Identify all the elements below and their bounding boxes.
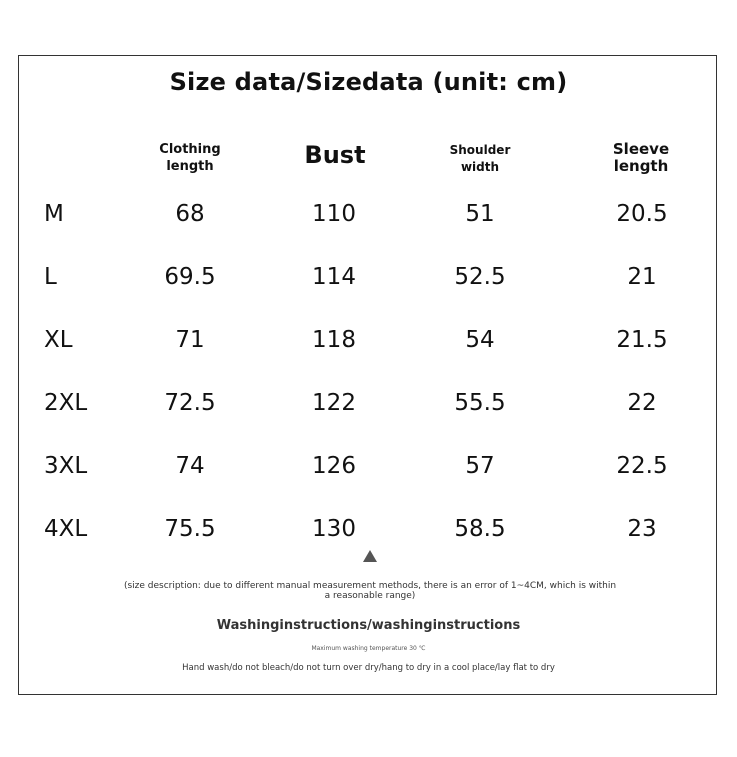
header-clothing-length: Clothing length [159,142,221,174]
washing-instructions-title: Washinginstructions/washinginstructions [216,618,521,633]
size-label: 3XL [44,453,88,479]
triangle-marker-icon [363,550,377,562]
size-label: 2XL [44,390,88,416]
header-bust: Bust [304,141,366,169]
cell-sleeve-length: 23 [627,516,657,542]
cell-shoulder-width: 52.5 [454,264,506,290]
cell-sleeve-length: 22.5 [616,453,668,479]
cell-clothing-length: 71 [175,327,205,353]
cell-bust: 118 [312,327,356,353]
cell-shoulder-width: 55.5 [454,390,506,416]
cell-shoulder-width: 57 [465,453,495,479]
cell-bust: 110 [312,201,356,227]
size-label: M [44,201,64,227]
cell-bust: 130 [312,516,356,542]
cell-sleeve-length: 21 [627,264,657,290]
cell-clothing-length: 72.5 [164,390,216,416]
cell-bust: 122 [312,390,356,416]
size-description-note: (size description: due to different manual measurement methods, there is an error of 1~4CM, which is within a reasonable range) [123,581,617,601]
header-shoulder-width: Shoulder width [449,143,511,174]
cell-bust: 126 [312,453,356,479]
cell-shoulder-width: 58.5 [454,516,506,542]
cell-bust: 114 [312,264,356,290]
cell-clothing-length: 68 [175,201,205,227]
cell-sleeve-length: 22 [627,390,657,416]
cell-shoulder-width: 51 [465,201,495,227]
header-sleeve-length: Sleeve length [612,140,670,175]
care-instructions: Hand wash/do not bleach/do not turn over dry/hang to dry in a cool place/lay flat to dry [182,663,555,673]
size-label: XL [44,327,73,353]
cell-shoulder-width: 54 [465,327,495,353]
cell-clothing-length: 69.5 [164,264,216,290]
cell-clothing-length: 75.5 [164,516,216,542]
cell-sleeve-length: 21.5 [616,327,668,353]
cell-sleeve-length: 20.5 [616,201,668,227]
size-label: 4XL [44,516,88,542]
size-label: L [44,264,57,290]
max-washing-temperature: Maximum washing temperature 30 ℃ [311,645,426,652]
chart-title: Size data/Sizedata (unit: cm) [169,68,568,96]
cell-clothing-length: 74 [175,453,205,479]
